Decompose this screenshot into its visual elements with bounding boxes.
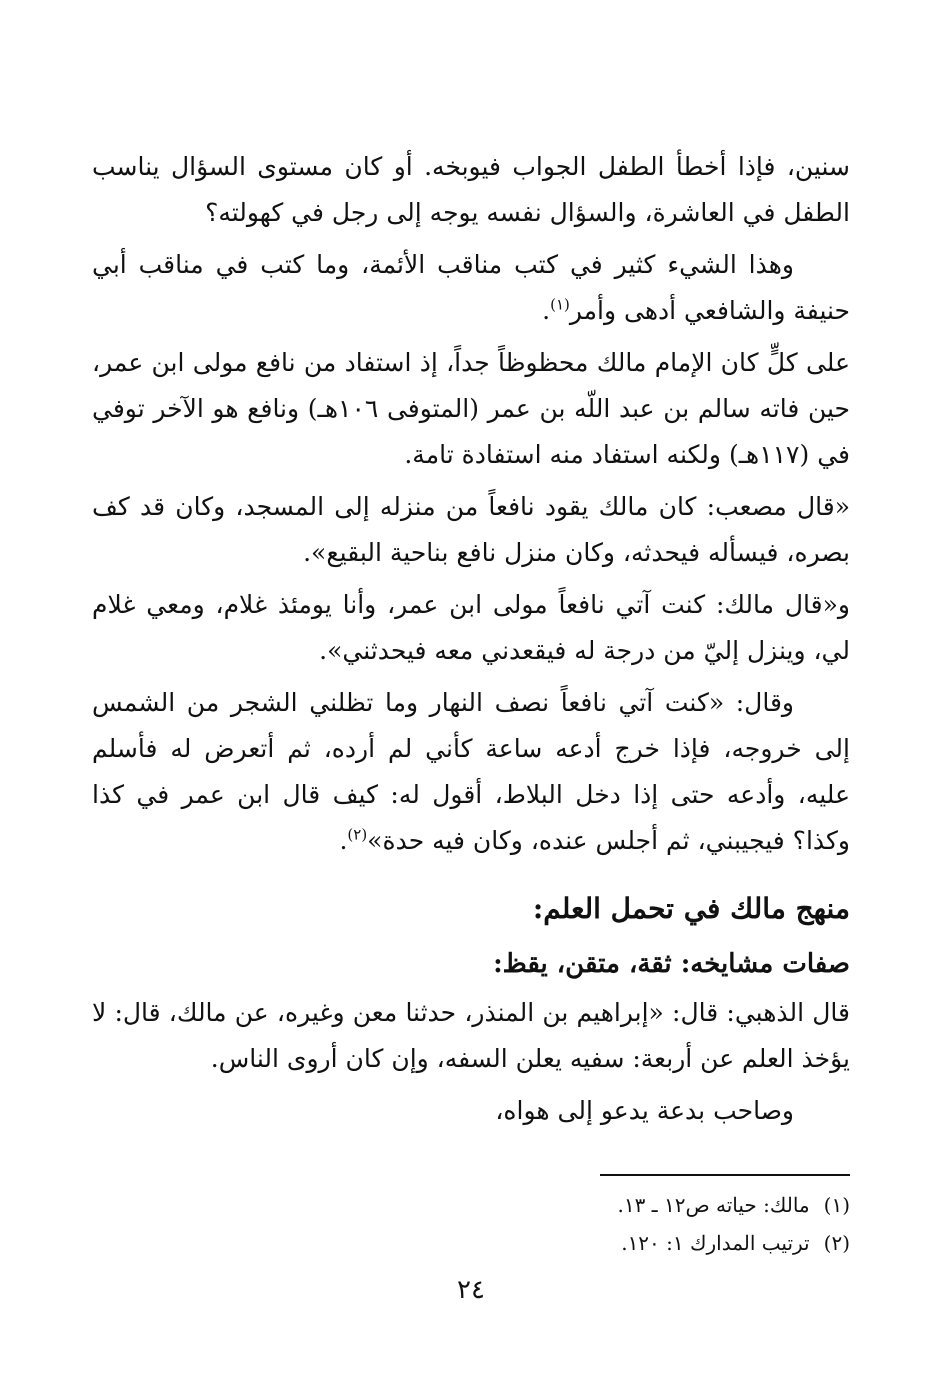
footnote-2	[92, 1224, 850, 1262]
section-heading: منهج مالك في تحمل العلم:	[532, 892, 850, 925]
paragraph-text: وهذا الشيء كثير في كتب مناقب الأئمة، وما كتب في مناقب أبي حنيفة والشافعي أدهى وأمر	[92, 250, 850, 325]
footnote-divider	[600, 1174, 850, 1176]
main-text	[92, 144, 850, 1134]
paragraph-7	[92, 990, 850, 1082]
footnote-ref: (١)	[550, 295, 570, 314]
footnote-number: (١)	[823, 1193, 850, 1217]
paragraph-end: .	[542, 296, 551, 325]
paragraph-text: وقال: «كنت آتي نافعاً نصف النهار وما تظلني الشجر من الشمس إلى خروجه، فإذا خرج أدعه ساعة كأني لم أرده، ثم أتعرض له فأسلم عليه، وأدعه حتى إذا دخل البلاط، أقول له: كيف قال ابن عمر في كذا وكذا؟ فيجيبني، ثم أجلس عنده، وكان فيه حدة»	[92, 688, 850, 855]
footnote-1	[92, 1186, 850, 1224]
paragraph-text: على كلٍّ كان الإمام مالك محظوظاً جداً، إذ استفاد من نافع مولى ابن عمر، حين فاته سالم بن عبد اللّه بن عمر (المتوفى ١٠٦هـ) ونافع هو الآخر توفي في (١١٧هـ) ولكنه استفاد منه استفادة تامة.	[92, 348, 850, 469]
paragraph-4	[92, 484, 850, 576]
paragraph-text: وصاحب بدعة يدعو إلى هواه،	[495, 1096, 794, 1125]
paragraph-end: .	[339, 826, 348, 855]
paragraph-2	[92, 242, 850, 334]
paragraph-1	[92, 144, 850, 236]
paragraph-6	[92, 680, 850, 864]
footnote-text: مالك: حياته ص١٢ ـ ١٣.	[617, 1193, 810, 1217]
paragraph-5	[92, 582, 850, 674]
paragraph-8	[92, 1088, 850, 1134]
footnotes	[92, 1186, 850, 1262]
paragraph-text: سنين، فإذا أخطأ الطفل الجواب فيوبخه. أو كان مستوى السؤال يناسب الطفل في العاشرة، والسؤال نفسه يوجه إلى رجل في كهولته؟	[92, 152, 850, 227]
paragraph-text: «قال مصعب: كان مالك يقود نافعاً من منزله إلى المسجد، وكان قد كف بصره، فيسأله فيحدثه، وكان منزل نافع بناحية البقيع».	[92, 492, 850, 567]
paragraph-3	[92, 340, 850, 478]
paragraph-text: قال الذهبي: قال: «إبراهيم بن المنذر، حدثنا معن وغيره، عن مالك، قال: لا يؤخذ العلم عن أربعة: سفيه يعلن السفه، وإن كان أروى الناس.	[92, 998, 850, 1073]
section-subheading: صفات مشايخه: ثقة، متقن، يقظ:	[493, 949, 850, 979]
paragraph-text: و«قال مالك: كنت آتي نافعاً مولى ابن عمر، وأنا يومئذ غلام، ومعي غلام لي، وينزل إليّ من درجة له فيقعدني معه فيحدثني».	[92, 590, 850, 665]
page-number: ٢٤	[457, 1275, 485, 1305]
footnote-ref: (٢)	[347, 825, 368, 844]
footnote-number: (٢)	[823, 1231, 850, 1255]
footnote-text: ترتيب المدارك ١: ١٢٠.	[621, 1231, 810, 1255]
